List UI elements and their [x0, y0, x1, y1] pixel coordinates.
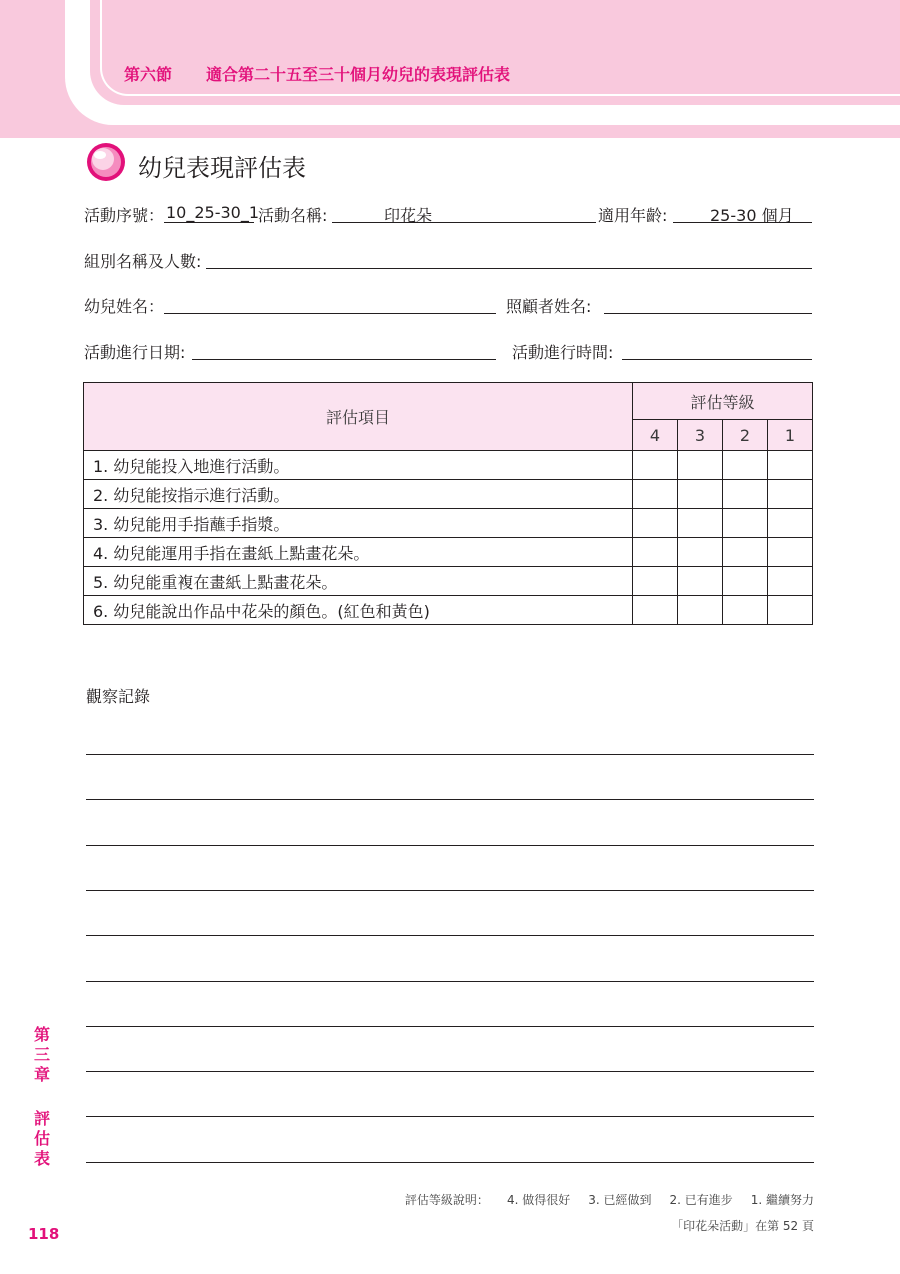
rating-cell-4[interactable]	[633, 596, 678, 625]
item-text: 6. 幼兒能說出作品中花朵的顏色。(紅色和黃色)	[84, 596, 633, 625]
observation-line[interactable]	[86, 935, 814, 936]
activity-no-label: 活動序號：	[84, 206, 165, 225]
rating-cell-4[interactable]	[633, 567, 678, 596]
rating-cell-2[interactable]	[723, 509, 768, 538]
observation-title: 觀察記錄	[86, 687, 151, 706]
topic-char: 估	[33, 1129, 50, 1148]
level-legend	[405, 1191, 814, 1208]
item-text: 4. 幼兒能運用手指在畫紙上點畫花朵。	[84, 538, 633, 567]
rating-cell-4[interactable]	[633, 451, 678, 480]
rating-cell-1[interactable]	[768, 451, 813, 480]
rating-cell-2[interactable]	[723, 567, 768, 596]
table-row	[84, 567, 813, 596]
topic-char: 評	[33, 1109, 50, 1128]
level-3-header: 3	[678, 420, 723, 451]
activity-name-value: 印花朵	[384, 206, 433, 225]
evaluation-table	[83, 382, 813, 625]
observation-line[interactable]	[86, 845, 814, 846]
observation-line[interactable]	[86, 1116, 814, 1117]
rating-cell-3[interactable]	[678, 596, 723, 625]
form-title: 幼兒表現評估表	[138, 154, 306, 182]
table-row	[84, 451, 813, 480]
rating-cell-1[interactable]	[768, 480, 813, 509]
level-header: 評估等級	[633, 383, 813, 420]
activity-no-value: 10_25-30_1	[166, 203, 260, 222]
level-1-header: 1	[768, 420, 813, 451]
topic-char: 表	[33, 1149, 50, 1168]
carer-name-field[interactable]	[604, 313, 812, 314]
rating-cell-3[interactable]	[678, 451, 723, 480]
rating-cell-2[interactable]	[723, 596, 768, 625]
time-label: 活動進行時間:	[512, 343, 614, 362]
rating-cell-3[interactable]	[678, 567, 723, 596]
rating-cell-2[interactable]	[723, 538, 768, 567]
activity-name-underline	[332, 222, 596, 223]
chapter-char: 第	[33, 1025, 50, 1044]
rating-cell-2[interactable]	[723, 451, 768, 480]
group-field[interactable]	[206, 268, 812, 269]
legend-item: 4. 做得很好	[506, 1193, 571, 1207]
rating-cell-3[interactable]	[678, 480, 723, 509]
legend-label: 評估等級說明：	[404, 1193, 489, 1207]
rating-cell-3[interactable]	[678, 509, 723, 538]
legend-item: 2. 已有進步	[669, 1193, 733, 1207]
rating-cell-1[interactable]	[768, 538, 813, 567]
activity-name-label: 活動名稱:	[258, 206, 328, 225]
rating-cell-1[interactable]	[768, 509, 813, 538]
chapter-char: 章	[33, 1065, 50, 1084]
item-header: 評估項目	[84, 383, 633, 451]
observation-line[interactable]	[86, 1026, 814, 1027]
table-row	[84, 538, 813, 567]
section-name: 適合第二十五至三十個月幼兒的表現評估表	[206, 65, 511, 84]
item-text: 3. 幼兒能用手指蘸手指漿。	[84, 509, 633, 538]
age-value: 25-30 個月	[710, 206, 794, 225]
item-text: 1. 幼兒能投入地進行活動。	[84, 451, 633, 480]
observation-line[interactable]	[86, 1162, 814, 1163]
table-row	[84, 596, 813, 625]
rating-cell-4[interactable]	[633, 509, 678, 538]
section-title	[124, 62, 510, 85]
table-row	[84, 480, 813, 509]
section-number: 第六節	[124, 65, 173, 84]
date-field[interactable]	[192, 359, 496, 360]
rating-cell-1[interactable]	[768, 567, 813, 596]
legend-item: 1. 繼續努力	[750, 1193, 814, 1207]
observation-line[interactable]	[86, 981, 814, 982]
observation-line[interactable]	[86, 1071, 814, 1072]
rating-cell-4[interactable]	[633, 480, 678, 509]
age-label: 適用年齡:	[598, 206, 668, 225]
level-2-header: 2	[723, 420, 768, 451]
page-number: 118	[28, 1225, 60, 1243]
carer-name-label: 照顧者姓名:	[506, 297, 592, 316]
observation-line[interactable]	[86, 890, 814, 891]
table-row	[84, 509, 813, 538]
group-label: 組別名稱及人數:	[84, 252, 202, 271]
rating-cell-4[interactable]	[633, 538, 678, 567]
chapter-marker	[30, 1025, 54, 1169]
item-text: 2. 幼兒能按指示進行活動。	[84, 480, 633, 509]
observation-line[interactable]	[86, 799, 814, 800]
observation-line[interactable]	[86, 754, 814, 755]
page-reference: 「印花朵活動」在第 52 頁	[671, 1219, 814, 1233]
rating-cell-3[interactable]	[678, 538, 723, 567]
rating-cell-2[interactable]	[723, 480, 768, 509]
chapter-char: 三	[33, 1045, 50, 1064]
date-label: 活動進行日期:	[84, 343, 186, 362]
child-name-field[interactable]	[164, 313, 496, 314]
chapter-gap	[30, 1085, 54, 1109]
rating-cell-1[interactable]	[768, 596, 813, 625]
level-4-header: 4	[633, 420, 678, 451]
age-underline	[673, 222, 812, 223]
legend-item: 3. 已經做到	[588, 1193, 652, 1207]
item-text: 5. 幼兒能重複在畫紙上點畫花朵。	[84, 567, 633, 596]
child-name-label: 幼兒姓名：	[84, 297, 165, 316]
time-field[interactable]	[622, 359, 812, 360]
activity-no-underline	[164, 222, 254, 223]
bubble-icon	[86, 142, 126, 182]
